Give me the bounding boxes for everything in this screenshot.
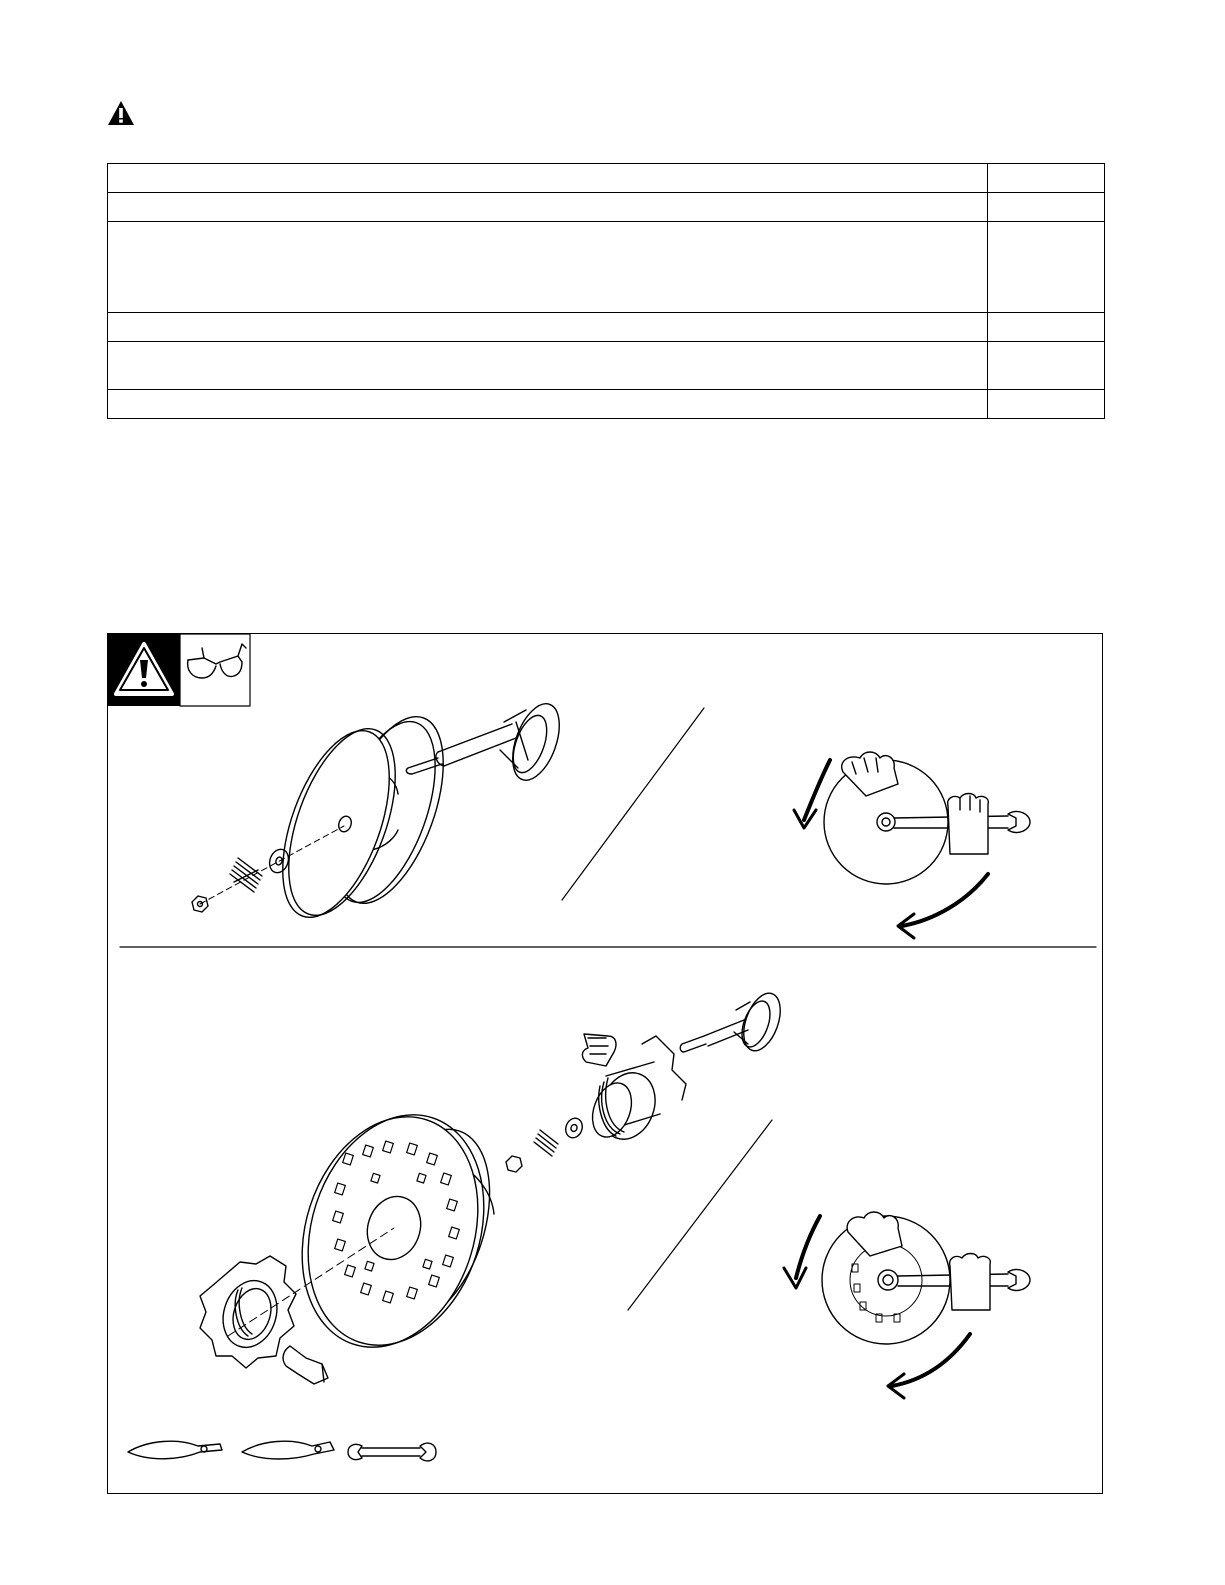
safety-glasses-icon: [180, 634, 250, 706]
interval-cell: [988, 313, 1105, 342]
interval-cell: [988, 164, 1105, 193]
table-row: [108, 342, 1105, 390]
task-cell: [108, 164, 988, 193]
task-cell: [108, 342, 988, 390]
callout-line: [628, 1120, 772, 1310]
warning-triangle-icon: [107, 100, 135, 126]
figure-panel: [107, 633, 1103, 1494]
warning-triangle-icon: [108, 634, 180, 706]
spool-hub-exploded-view: [192, 698, 568, 932]
table-row: [108, 313, 1105, 342]
maintenance-table: [107, 163, 1105, 419]
task-cell: [108, 222, 988, 313]
interval-cell: [988, 193, 1105, 222]
interval-cell: [988, 342, 1105, 390]
tension-adjust-detail: [784, 1212, 1030, 1398]
needle-nose-pliers-icon: [128, 1441, 222, 1459]
task-cell: [108, 390, 988, 419]
task-cell: [108, 193, 988, 222]
interval-cell: [988, 390, 1105, 419]
table-row: [108, 390, 1105, 419]
tension-adjust-detail: [794, 752, 1030, 938]
interval-cell: [988, 222, 1105, 313]
table-row: [108, 164, 1105, 193]
table-row: [108, 193, 1105, 222]
callout-line: [562, 708, 704, 900]
task-cell: [108, 313, 988, 342]
figure-illustration: [108, 634, 1101, 1492]
table-row: [108, 222, 1105, 313]
open-end-wrench-icon: [348, 1443, 436, 1461]
reel-hub-exploded-view: [200, 988, 787, 1384]
wire-cutters-icon: [242, 1441, 334, 1459]
